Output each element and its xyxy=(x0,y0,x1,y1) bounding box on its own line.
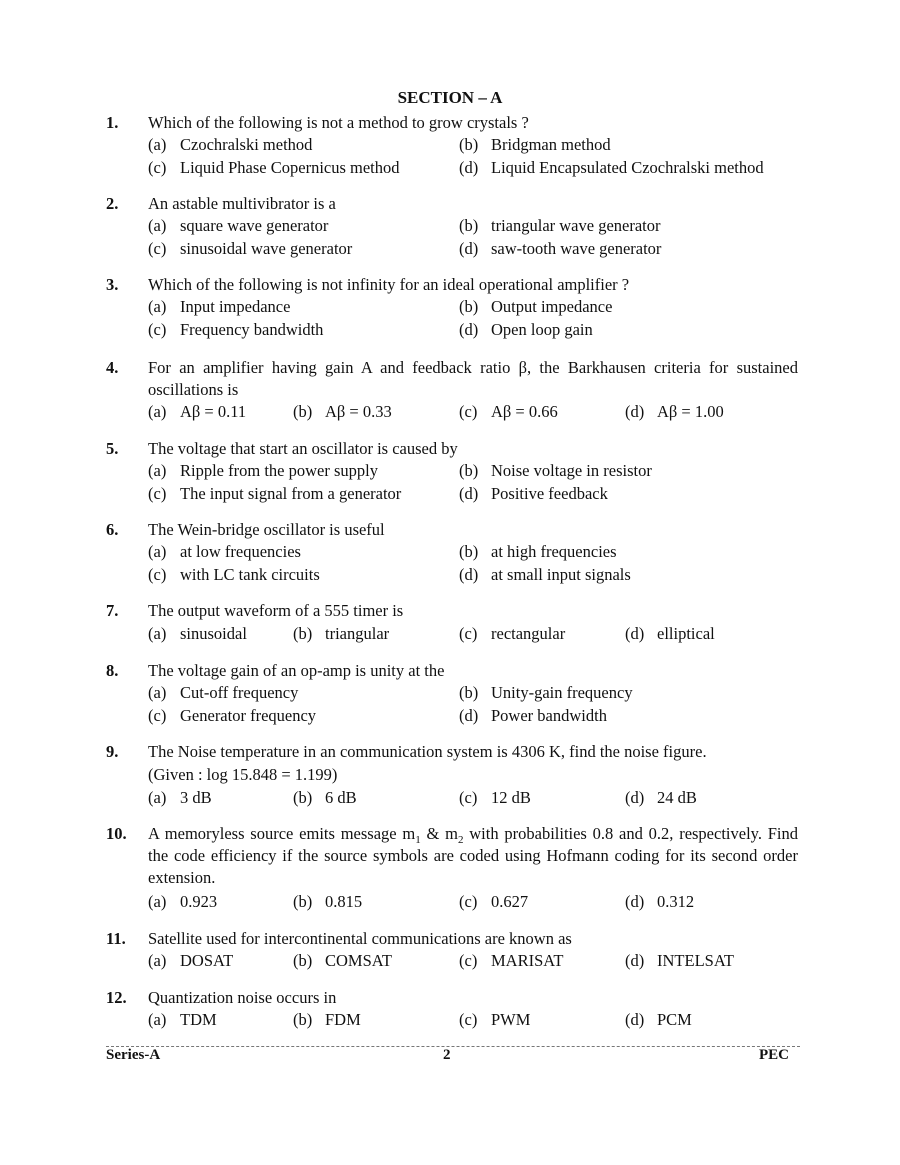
option-a: (a) DOSAT xyxy=(148,951,234,970)
option-b: (b) triangular xyxy=(293,624,390,643)
option-c: (c) 12 dB xyxy=(459,788,531,807)
option-b: (b) FDM xyxy=(293,1010,361,1029)
option-c: (c) Frequency bandwidth xyxy=(148,320,324,339)
option-c: (c) The input signal from a generator xyxy=(148,484,402,503)
option-d: (d) INTELSAT xyxy=(625,951,734,970)
option-c: (c) Liquid Phase Copernicus method xyxy=(148,158,400,177)
option-a: (a) Czochralski method xyxy=(148,135,313,154)
option-a: (a) Cut-off frequency xyxy=(148,683,299,702)
question-number: 9. xyxy=(106,742,119,761)
footer-code: PEC xyxy=(759,1047,789,1063)
question-stem: Quantization noise occurs in xyxy=(148,988,337,1007)
option-d: (d) elliptical xyxy=(625,624,715,643)
option-a: (a) Input impedance xyxy=(148,297,291,316)
question-number: 3. xyxy=(106,275,119,294)
option-d: (d) Open loop gain xyxy=(459,320,593,339)
question-number: 5. xyxy=(106,439,119,458)
footer-series: Series-A xyxy=(106,1047,161,1063)
option-c: (c) 0.627 xyxy=(459,892,529,911)
option-d: (d) PCM xyxy=(625,1010,692,1029)
question-stem: The voltage gain of an op-amp is unity at the xyxy=(148,661,445,680)
option-d: (d) Aβ = 1.00 xyxy=(625,402,724,421)
option-a: (a) at low frequencies xyxy=(148,542,301,561)
question-stem: The Wein-bridge oscillator is useful xyxy=(148,520,385,539)
question-number: 11. xyxy=(106,929,126,948)
question-stem: The output waveform of a 555 timer is xyxy=(148,601,404,620)
option-a: (a) 0.923 xyxy=(148,892,218,911)
question-number: 2. xyxy=(106,194,119,213)
option-b: (b) triangular wave generator xyxy=(459,216,661,235)
option-b: (b) 6 dB xyxy=(293,788,357,807)
option-b: (b) 0.815 xyxy=(293,892,363,911)
option-b: (b) COMSAT xyxy=(293,951,392,970)
question-number: 1. xyxy=(106,113,119,132)
question-number: 12. xyxy=(106,988,127,1007)
option-d: (d) Liquid Encapsulated Czochralski method xyxy=(459,158,764,177)
option-a: (a) sinusoidal xyxy=(148,624,247,643)
option-d: (d) 0.312 xyxy=(625,892,695,911)
question-given: (Given : log 15.848 = 1.199) xyxy=(148,765,338,784)
footer-divider xyxy=(106,1046,800,1047)
option-c: (c) MARISAT xyxy=(459,951,564,970)
option-d: (d) Power bandwidth xyxy=(459,706,607,725)
question-number: 4. xyxy=(106,358,119,377)
question-number: 8. xyxy=(106,661,119,680)
question-stem: A memoryless source emits message $m_1$ & $m_2$ with probabilities 0.8 and 0.2, respectively. Find the code efficiency if the source symbols are coded using Hofmann coding for its second order extension. xyxy=(148,824,799,887)
option-a: (a) 3 dB xyxy=(148,788,212,807)
question-number: 10. xyxy=(106,824,127,843)
option-a: (a) Aβ = 0.11 xyxy=(148,402,247,421)
option-b: (b) Unity-gain frequency xyxy=(459,683,633,702)
option-a: (a) square wave generator xyxy=(148,216,329,235)
question-stem: Which of the following is not a method to grow crystals ? xyxy=(148,113,529,132)
option-a: (a) Ripple from the power supply xyxy=(148,461,378,480)
option-b: (b) Aβ = 0.33 xyxy=(293,402,392,421)
option-d: (d) saw-tooth wave generator xyxy=(459,239,662,258)
option-a: (a) TDM xyxy=(148,1010,217,1029)
question-number: 6. xyxy=(106,520,119,539)
option-d: (d) Positive feedback xyxy=(459,484,608,503)
section-title: SECTION – A xyxy=(397,88,503,107)
option-c: (c) PWM xyxy=(459,1010,531,1029)
question-stem: The voltage that start an oscillator is caused by xyxy=(148,439,458,458)
option-c: (c) Aβ = 0.66 xyxy=(459,402,558,421)
question-stem: The Noise temperature in an communication system is 4306 K, find the noise figure. xyxy=(148,742,707,761)
option-b: (b) Bridgman method xyxy=(459,135,611,154)
option-d: (d) 24 dB xyxy=(625,788,697,807)
option-c: (c) Generator frequency xyxy=(148,706,317,725)
question-stem: Satellite used for intercontinental communications are known as xyxy=(148,929,572,948)
option-d: (d) at small input signals xyxy=(459,565,631,584)
option-c: (c) with LC tank circuits xyxy=(148,565,320,584)
option-b: (b) at high frequencies xyxy=(459,542,617,561)
option-b: (b) Output impedance xyxy=(459,297,613,316)
question-number: 7. xyxy=(106,601,119,620)
question-stem: Which of the following is not infinity for an ideal operational amplifier ? xyxy=(148,275,630,294)
option-c: (c) sinusoidal wave generator xyxy=(148,239,353,258)
option-b: (b) Noise voltage in resistor xyxy=(459,461,652,480)
question-stem: An astable multivibrator is a xyxy=(148,194,336,213)
question-stem: For an amplifier having gain A and feedback ratio β, the Barkhausen criteria for sustained oscillations is xyxy=(148,358,798,399)
option-c: (c) rectangular xyxy=(459,624,566,643)
footer-page-number: 2 xyxy=(443,1047,451,1063)
